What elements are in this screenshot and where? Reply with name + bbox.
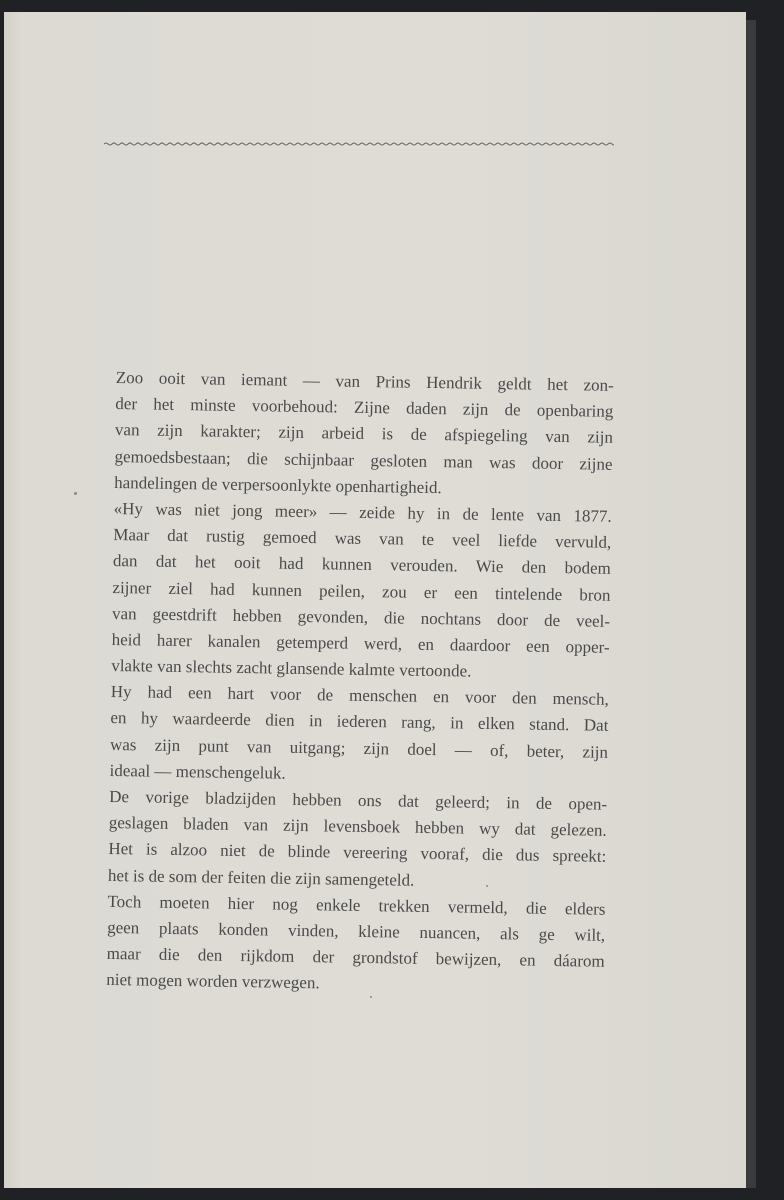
- text-line: geslagen bladen van zijn levensboek hebben wy dat gelezen.: [108, 813, 607, 840]
- text-line: zijner ziel had kunnen peilen, zou er een tintelende bron: [112, 577, 611, 605]
- text-line: Maar dat rustig gemoed was van te veel liefde vervuld,: [113, 525, 612, 552]
- decorative-wavy-rule: [104, 140, 614, 154]
- page-edge-shadow: [746, 20, 756, 1188]
- text-line: van zijn karakter; zijn arbeid is de afspiegeling van zijn: [114, 420, 614, 448]
- paper-speck: [74, 492, 77, 495]
- text-line: niet mogen worden verzwegen.: [106, 970, 320, 993]
- text-line: van geestdrift hebben gevonden, die nochtans door de veel-: [111, 603, 611, 631]
- text-line: maar die den rijkdom der grondstof bewijzen, en dáarom: [106, 944, 605, 971]
- text-line: dan dat het ooit had kunnen verouden. Wie den bodem: [112, 551, 612, 579]
- text-line: het is de som der feiten die zijn samengeteld.: [107, 865, 415, 890]
- text-line: Zoo ooit van iemant — van Prins Hendrik geldt het zon-: [115, 367, 614, 395]
- paragraph-1: [114, 365, 614, 504]
- paragraph-6: [106, 889, 606, 1002]
- text-line: was zijn punt van uitgang; zijn doel — of, beter, zijn: [109, 734, 609, 762]
- text-line: der het minste voorbehoud: Zijne daden zijn de openbaring: [115, 394, 614, 422]
- paper-speck: [486, 885, 488, 887]
- text-line: Hy had een hart voor de menschen en voor den mensch,: [110, 682, 609, 710]
- text-line: en hy waardeerde dien in iederen rang, in elken stand. Dat: [110, 708, 609, 736]
- paragraph-5: [108, 784, 608, 897]
- text-line: geen plaats konden vinden, kleine nuancen, als ge wilt,: [107, 917, 606, 945]
- text-line: ideaal — menschengeluk.: [109, 760, 286, 783]
- wavy-rule-line: [104, 143, 614, 145]
- paper-speck: [370, 996, 372, 998]
- text-line: Toch moeten hier nog enkele trekken vermeld, die elders: [107, 891, 606, 919]
- paragraph-3: [111, 522, 611, 687]
- paragraph-4: [109, 679, 609, 792]
- text-line: Het is alzoo niet de blinde vereering vooraf, die dus spreekt:: [108, 839, 607, 867]
- text-line: heid harer kanalen getemperd werd, en daardoor een opper-: [111, 629, 610, 657]
- text-line: De vorige bladzijden hebben ons dat geleerd; in de open-: [109, 786, 608, 814]
- body-text: [106, 365, 614, 1001]
- text-line: handelingen de verpersoonlykte openhartigheid.: [114, 472, 442, 497]
- text-line: «Hy was niet jong meer» — zeide hy in de lente van 1877.: [113, 498, 612, 526]
- text-line: gemoedsbestaan; die schijnbaar gesloten man was door zijne: [114, 446, 613, 474]
- text-line: vlakte van slechts zacht glansende kalmte vertoonde.: [111, 656, 472, 681]
